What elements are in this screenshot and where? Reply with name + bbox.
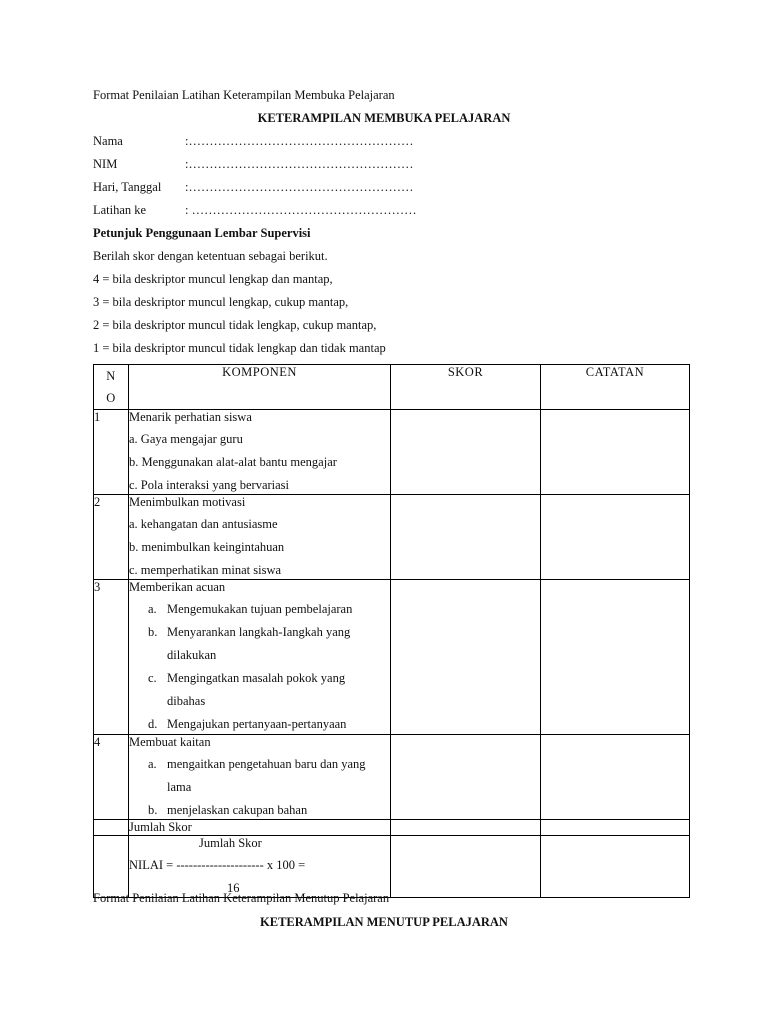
score-rule-2: 2 = bila deskriptor muncul tidak lengkap, cukup mantap, — [93, 318, 377, 332]
notes-cell[interactable] — [541, 735, 690, 820]
field-label-nama: Nama — [93, 134, 123, 148]
total-row — [94, 820, 690, 836]
score-rule-4: 4 = bila deskriptor muncul lengkap dan mantap, — [93, 272, 333, 286]
descriptor-item-continued: dibahas — [167, 694, 206, 708]
component-title: Menimbulkan motivasi — [129, 495, 246, 509]
notes-cell[interactable] — [541, 495, 690, 580]
format-title-menutup: Format Penilaian Latihan Keterampilan Menutup Pelajaran — [93, 891, 390, 905]
table-header-row — [94, 365, 690, 410]
header-skor: SKOR — [391, 365, 541, 410]
component-cell — [129, 580, 391, 735]
component-cell — [129, 410, 391, 495]
instructions-intro: Berilah skor dengan ketentuan sebagai berikut. — [93, 249, 328, 263]
nilai-score-cell[interactable] — [391, 836, 541, 898]
descriptor-item: b. menimbulkan keingintahuan — [129, 540, 285, 554]
component-title: Membuat kaitan — [129, 735, 211, 749]
descriptor-item: b. Menggunakan alat-alat bantu mengajar — [129, 455, 337, 469]
component-cell — [129, 735, 391, 820]
table-row — [94, 735, 690, 820]
descriptor-item: a. Mengemukakan tujuan pembelajaran — [148, 602, 353, 616]
descriptor-item: a. kehangatan dan antusiasme — [129, 517, 278, 531]
component-cell — [129, 495, 391, 580]
table-row — [94, 580, 690, 735]
descriptor-item-continued: dilakukan — [167, 648, 217, 662]
total-no-cell — [94, 820, 129, 836]
nilai-no-cell — [94, 836, 129, 898]
score-cell[interactable] — [391, 580, 541, 735]
score-cell[interactable] — [391, 495, 541, 580]
header-no — [94, 365, 129, 410]
field-label-latihan-ke: Latihan ke — [93, 203, 147, 217]
field-label-hari-tanggal: Hari, Tanggal — [93, 180, 162, 194]
field-value-latihan-ke: : ……………………………………………… — [185, 203, 417, 217]
header-catatan: CATATAN — [541, 365, 690, 410]
header-no-line-2: O — [106, 391, 116, 405]
field-value-nama: :……………………………………………… — [185, 134, 414, 148]
table-row — [94, 495, 690, 580]
instructions-heading: Petunjuk Penggunaan Lembar Supervisi — [93, 226, 311, 240]
nilai-notes-cell[interactable] — [541, 836, 690, 898]
nilai-formula: NILAI = --------------------- x 100 = — [129, 858, 306, 872]
notes-cell[interactable] — [541, 580, 690, 735]
notes-cell[interactable] — [541, 410, 690, 495]
score-rule-3: 3 = bila deskriptor muncul lengkap, cukup mantap, — [93, 295, 349, 309]
table-row — [94, 410, 690, 495]
descriptor-item: c. memperhatikan minat siswa — [129, 563, 282, 577]
score-rule-1: 1 = bila deskriptor muncul tidak lengkap dan tidak mantap — [93, 341, 386, 355]
field-value-hari-tanggal: :……………………………………………… — [185, 180, 414, 194]
descriptor-item: c. Mengingatkan masalah pokok yang — [148, 671, 346, 685]
row-number: 3 — [94, 580, 129, 735]
component-title: Menarik perhatian siswa — [129, 410, 252, 424]
row-number: 1 — [94, 410, 129, 495]
field-value-nim: :……………………………………………… — [185, 157, 414, 171]
score-cell[interactable] — [391, 735, 541, 820]
row-number: 4 — [94, 735, 129, 820]
main-title-membuka: KETERAMPILAN MEMBUKA PELAJARAN — [257, 111, 511, 125]
nilai-denominator: 16 — [227, 881, 240, 895]
row-number: 2 — [94, 495, 129, 580]
descriptor-item: b. Menyarankan langkah-Iangkah yang — [148, 625, 351, 639]
component-title: Memberikan acuan — [129, 580, 226, 594]
total-notes-cell[interactable] — [541, 820, 690, 836]
total-label: Jumlah Skor — [129, 820, 391, 836]
descriptor-item-continued: lama — [167, 780, 192, 794]
field-label-nim: NIM — [93, 157, 118, 171]
format-title-membuka: Format Penilaian Latihan Keterampilan Membuka Pelajaran — [93, 88, 395, 102]
header-no-line-1: N — [106, 369, 116, 383]
nilai-numerator: Jumlah Skor — [199, 836, 262, 850]
descriptor-item: a. Gaya mengajar guru — [129, 432, 243, 446]
descriptor-item: a. mengaitkan pengetahuan baru dan yang — [148, 757, 366, 771]
descriptor-item: b. menjelaskan cakupan bahan — [148, 803, 308, 817]
total-score-cell[interactable] — [391, 820, 541, 836]
nilai-formula-cell — [129, 836, 391, 898]
header-komponen: KOMPONEN — [129, 365, 391, 410]
descriptor-item: d. Mengajukan pertanyaan-pertanyaan — [148, 717, 347, 731]
score-cell[interactable] — [391, 410, 541, 495]
main-title-menutup: KETERAMPILAN MENUTUP PELAJARAN — [260, 915, 508, 929]
descriptor-item: c. Pola interaksi yang bervariasi — [129, 478, 290, 492]
assessment-table — [93, 364, 690, 898]
nilai-row — [94, 836, 690, 898]
